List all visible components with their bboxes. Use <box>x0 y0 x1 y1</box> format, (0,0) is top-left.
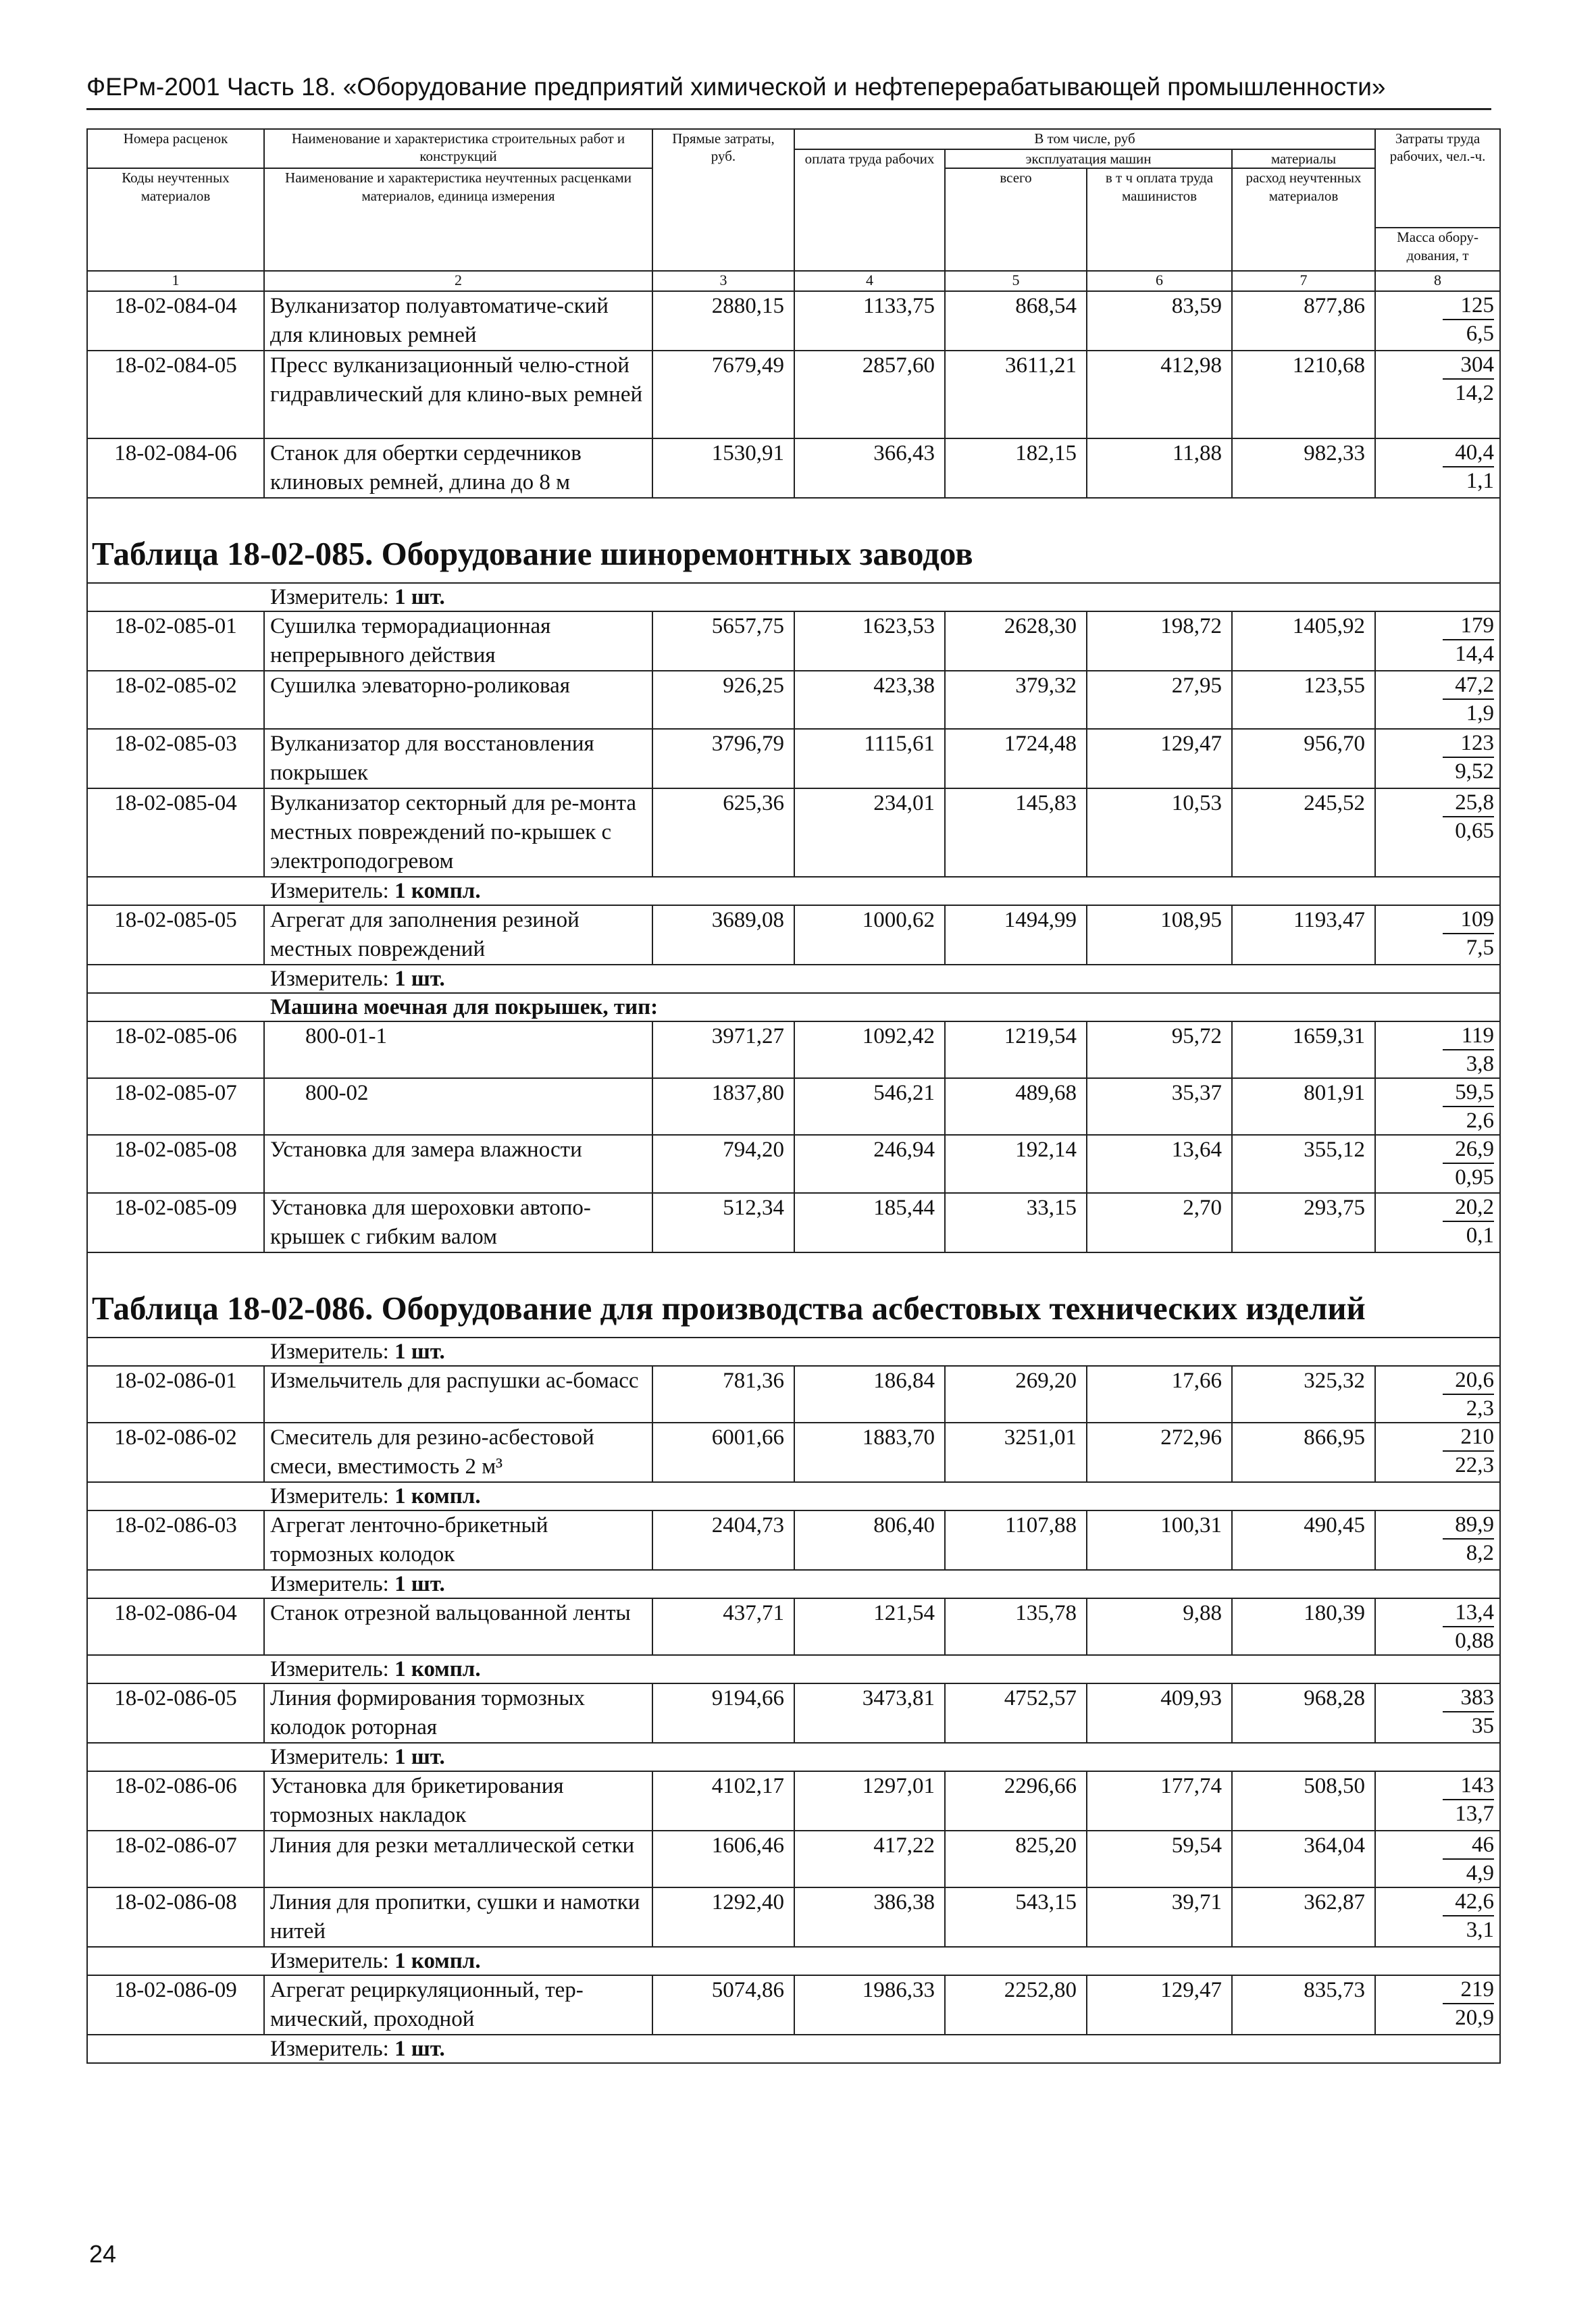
labor-and-mass <box>1375 438 1500 498</box>
labor-pay: 234,01 <box>794 788 945 877</box>
machine-costs: 379,32 <box>945 671 1087 729</box>
machine-costs: 135,78 <box>945 1598 1087 1655</box>
direct-costs: 5074,86 <box>652 1975 794 2035</box>
rate-code: 18-02-085-02 <box>87 671 264 729</box>
direct-costs: 3796,79 <box>652 729 794 788</box>
rate-row <box>87 351 1500 438</box>
col-number-4: 4 <box>794 271 945 291</box>
machine-costs: 543,15 <box>945 1887 1087 1947</box>
work-name: 800-02 <box>264 1078 652 1135</box>
labor-costs: 219 <box>1443 1976 1494 2004</box>
work-name: Вулканизатор для восстановления покрышек <box>264 729 652 788</box>
labor-and-mass <box>1375 1366 1500 1423</box>
equipment-mass: 0,65 <box>1455 819 1495 844</box>
machine-costs: 145,83 <box>945 788 1087 877</box>
labor-costs: 123 <box>1443 730 1494 758</box>
rate-code: 18-02-085-03 <box>87 729 264 788</box>
material-costs: 968,28 <box>1232 1683 1375 1743</box>
equipment-mass: 2,6 <box>1466 1109 1495 1134</box>
rate-row <box>87 1887 1500 1947</box>
labor-costs: 383 <box>1443 1684 1494 1712</box>
work-name: Линия формирования тормозных колодок роторная <box>264 1683 652 1743</box>
labor-costs: 89,9 <box>1443 1511 1494 1540</box>
machine-costs: 2252,80 <box>945 1975 1087 2035</box>
rate-code: 18-02-086-01 <box>87 1366 264 1423</box>
rate-code: 18-02-086-09 <box>87 1975 264 2035</box>
operator-pay: 272,96 <box>1087 1423 1232 1482</box>
direct-costs: 512,34 <box>652 1193 794 1252</box>
rate-row <box>87 671 1500 729</box>
labor-pay: 2857,60 <box>794 351 945 438</box>
labor-pay: 423,38 <box>794 671 945 729</box>
col-header-materials: материалы <box>1232 149 1375 168</box>
rate-code: 18-02-086-04 <box>87 1598 264 1655</box>
rate-code: 18-02-085-07 <box>87 1078 264 1135</box>
rate-code: 18-02-086-06 <box>87 1771 264 1831</box>
equipment-mass: 7,5 <box>1466 936 1495 961</box>
equipment-mass: 8,2 <box>1466 1541 1495 1566</box>
col-number-2: 2 <box>264 271 652 291</box>
operator-pay: 177,74 <box>1087 1771 1232 1831</box>
col-header-unaccounted-names: Наименование и характеристика неучтенных расценками материалов, единица измерения <box>264 168 652 271</box>
machine-costs: 1219,54 <box>945 1021 1087 1078</box>
subheading: Машина моечная для покрышек, тип: <box>270 995 659 1020</box>
operator-pay: 59,54 <box>1087 1831 1232 1887</box>
col-number-8: 8 <box>1375 271 1500 291</box>
labor-pay: 546,21 <box>794 1078 945 1135</box>
direct-costs: 2880,15 <box>652 291 794 351</box>
equipment-mass: 20,9 <box>1455 2006 1495 2031</box>
rate-row <box>87 1771 1500 1831</box>
labor-pay: 185,44 <box>794 1193 945 1252</box>
col-header-operators-pay: в т ч оплата труда машинистов <box>1087 168 1232 271</box>
measure-label: Измеритель: <box>270 1745 389 1770</box>
measure-unit: 1 шт. <box>394 967 445 992</box>
material-costs: 245,52 <box>1232 788 1375 877</box>
equipment-mass: 3,1 <box>1466 1918 1495 1943</box>
subheading-row <box>87 993 1500 1021</box>
measure-row <box>87 583 1500 611</box>
equipment-mass: 3,8 <box>1466 1052 1495 1077</box>
machine-costs: 489,68 <box>945 1078 1087 1135</box>
labor-costs: 119 <box>1443 1022 1494 1050</box>
rate-row <box>87 1193 1500 1252</box>
work-name: Пресс вулканизационный челю-стной гидравлический для клино-вых ремней <box>264 351 652 438</box>
labor-pay: 3473,81 <box>794 1683 945 1743</box>
measure-row <box>87 1570 1500 1598</box>
machine-costs: 868,54 <box>945 291 1087 351</box>
rate-row <box>87 1423 1500 1482</box>
rate-row <box>87 1975 1500 2035</box>
labor-costs: 13,4 <box>1443 1599 1494 1627</box>
labor-and-mass <box>1375 905 1500 965</box>
rate-code: 18-02-085-09 <box>87 1193 264 1252</box>
direct-costs: 2404,73 <box>652 1510 794 1570</box>
col-number-5: 5 <box>945 271 1087 291</box>
table-title: Таблица 18-02-086. Оборудование для производства асбестовых технических изделий <box>87 1252 1500 1338</box>
machine-costs: 33,15 <box>945 1193 1087 1252</box>
equipment-mass: 9,52 <box>1455 759 1495 784</box>
direct-costs: 9194,66 <box>652 1683 794 1743</box>
material-costs: 364,04 <box>1232 1831 1375 1887</box>
material-costs: 956,70 <box>1232 729 1375 788</box>
material-costs: 508,50 <box>1232 1771 1375 1831</box>
page-header: ФЕРм-2001 Часть 18. «Оборудование предприятий химической и нефтеперерабатывающей промышленности» <box>86 73 1386 101</box>
labor-and-mass <box>1375 1831 1500 1887</box>
col-header-labor-costs: Затраты труда рабочих, чел.-ч. <box>1375 129 1500 228</box>
measure-row <box>87 1947 1500 1975</box>
operator-pay: 39,71 <box>1087 1887 1232 1947</box>
labor-and-mass <box>1375 1598 1500 1655</box>
material-costs: 123,55 <box>1232 671 1375 729</box>
col-header-equipment-mass: Масса обору-дования, т <box>1375 228 1500 271</box>
equipment-mass: 6,5 <box>1466 322 1495 347</box>
measure-unit: 1 шт. <box>394 2037 445 2062</box>
direct-costs: 1606,46 <box>652 1831 794 1887</box>
labor-pay: 417,22 <box>794 1831 945 1887</box>
operator-pay: 10,53 <box>1087 788 1232 877</box>
col-number-1: 1 <box>87 271 264 291</box>
rate-code: 18-02-086-07 <box>87 1831 264 1887</box>
machine-costs: 1724,48 <box>945 729 1087 788</box>
col-header-direct-costs: Прямые затраты, руб. <box>652 129 794 271</box>
measure-label: Измеритель: <box>270 585 389 610</box>
operator-pay: 198,72 <box>1087 611 1232 671</box>
labor-and-mass <box>1375 1771 1500 1831</box>
labor-costs: 210 <box>1443 1423 1494 1452</box>
operator-pay: 35,37 <box>1087 1078 1232 1135</box>
rate-row <box>87 1135 1500 1193</box>
operator-pay: 13,64 <box>1087 1135 1232 1193</box>
material-costs: 362,87 <box>1232 1887 1375 1947</box>
operator-pay: 83,59 <box>1087 291 1232 351</box>
measure-row <box>87 2035 1500 2063</box>
direct-costs: 437,71 <box>652 1598 794 1655</box>
col-header-machine-operation: эксплуатация машин <box>945 149 1232 168</box>
rate-row <box>87 788 1500 877</box>
direct-costs: 7679,49 <box>652 351 794 438</box>
col-number-7: 7 <box>1232 271 1375 291</box>
work-name: Агрегат для заполнения резиной местных повреждений <box>264 905 652 965</box>
equipment-mass: 1,1 <box>1466 469 1495 494</box>
col-header-machines-total: всего <box>945 168 1087 271</box>
machine-costs: 3251,01 <box>945 1423 1087 1482</box>
labor-pay: 186,84 <box>794 1366 945 1423</box>
rate-code: 18-02-084-05 <box>87 351 264 438</box>
measure-label: Измеритель: <box>270 1572 389 1597</box>
work-name: Станок отрезной вальцованной ленты <box>264 1598 652 1655</box>
labor-pay: 1133,75 <box>794 291 945 351</box>
rate-row <box>87 1021 1500 1078</box>
operator-pay: 11,88 <box>1087 438 1232 498</box>
direct-costs: 1530,91 <box>652 438 794 498</box>
rate-row <box>87 905 1500 965</box>
equipment-mass: 14,4 <box>1455 642 1495 667</box>
labor-costs: 25,8 <box>1443 789 1494 817</box>
labor-costs: 179 <box>1443 612 1494 640</box>
operator-pay: 409,93 <box>1087 1683 1232 1743</box>
col-number-3: 3 <box>652 271 794 291</box>
col-header-labor-pay: оплата труда рабочих <box>794 149 945 271</box>
labor-and-mass <box>1375 1887 1500 1947</box>
equipment-mass: 0,88 <box>1455 1629 1495 1654</box>
labor-and-mass <box>1375 1510 1500 1570</box>
rate-row <box>87 1598 1500 1655</box>
rate-code: 18-02-086-05 <box>87 1683 264 1743</box>
rate-code: 18-02-085-06 <box>87 1021 264 1078</box>
measure-unit: 1 шт. <box>394 585 445 610</box>
work-name: Агрегат рециркуляционный, тер-мический, проходной <box>264 1975 652 2035</box>
work-name: Установка для шероховки автопо-крышек с гибким валом <box>264 1193 652 1252</box>
col-number-6: 6 <box>1087 271 1232 291</box>
table-title-row <box>87 1252 1500 1338</box>
measure-unit: 1 компл. <box>394 1949 481 1974</box>
rate-row <box>87 611 1500 671</box>
measure-unit: 1 компл. <box>394 879 481 904</box>
col-header-unaccounted-codes: Коды неучтенных материалов <box>87 168 264 271</box>
work-name: Измельчитель для распушки ас-бомасс <box>264 1366 652 1423</box>
rate-row <box>87 729 1500 788</box>
labor-costs: 109 <box>1443 906 1494 934</box>
labor-and-mass <box>1375 671 1500 729</box>
labor-pay: 1092,42 <box>794 1021 945 1078</box>
labor-and-mass <box>1375 351 1500 438</box>
material-costs: 1405,92 <box>1232 611 1375 671</box>
material-costs: 866,95 <box>1232 1423 1375 1482</box>
measure-label: Измеритель: <box>270 967 389 992</box>
material-costs: 490,45 <box>1232 1510 1375 1570</box>
material-costs: 1210,68 <box>1232 351 1375 438</box>
measure-row <box>87 1743 1500 1771</box>
work-name: Линия для резки металлической сетки <box>264 1831 652 1887</box>
rate-row <box>87 1078 1500 1135</box>
rate-code: 18-02-086-08 <box>87 1887 264 1947</box>
machine-costs: 182,15 <box>945 438 1087 498</box>
material-costs: 1193,47 <box>1232 905 1375 965</box>
labor-costs: 46 <box>1443 1831 1494 1860</box>
labor-costs: 20,6 <box>1443 1367 1494 1395</box>
rate-row <box>87 438 1500 498</box>
operator-pay: 2,70 <box>1087 1193 1232 1252</box>
direct-costs: 3971,27 <box>652 1021 794 1078</box>
header-rule <box>86 108 1491 110</box>
work-name: Вулканизатор полуавтоматиче-ский для клиновых ремней <box>264 291 652 351</box>
operator-pay: 9,88 <box>1087 1598 1232 1655</box>
measure-unit: 1 шт. <box>394 1745 445 1770</box>
direct-costs: 3689,08 <box>652 905 794 965</box>
measure-unit: 1 шт. <box>394 1572 445 1597</box>
work-name: Смеситель для резино-асбестовой смеси, вместимость 2 м³ <box>264 1423 652 1482</box>
labor-costs: 42,6 <box>1443 1888 1494 1916</box>
measure-label: Измеритель: <box>270 1949 389 1974</box>
labor-and-mass <box>1375 1021 1500 1078</box>
labor-and-mass <box>1375 788 1500 877</box>
rate-row <box>87 1366 1500 1423</box>
equipment-mass: 2,3 <box>1466 1396 1495 1421</box>
direct-costs: 794,20 <box>652 1135 794 1193</box>
measure-unit: 1 шт. <box>394 1340 445 1365</box>
machine-costs: 4752,57 <box>945 1683 1087 1743</box>
operator-pay: 129,47 <box>1087 729 1232 788</box>
machine-costs: 192,14 <box>945 1135 1087 1193</box>
labor-costs: 59,5 <box>1443 1079 1494 1107</box>
work-name: Линия для пропитки, сушки и намотки нитей <box>264 1887 652 1947</box>
labor-pay: 1986,33 <box>794 1975 945 2035</box>
machine-costs: 2296,66 <box>945 1771 1087 1831</box>
labor-costs: 125 <box>1443 292 1494 320</box>
measure-row <box>87 1338 1500 1366</box>
page-number: 24 <box>89 2240 117 2268</box>
equipment-mass: 22,3 <box>1455 1453 1495 1478</box>
col-header-rates: Номера расценок <box>87 129 264 168</box>
labor-pay: 366,43 <box>794 438 945 498</box>
labor-and-mass <box>1375 1683 1500 1743</box>
labor-and-mass <box>1375 1135 1500 1193</box>
rate-code: 18-02-085-01 <box>87 611 264 671</box>
labor-and-mass <box>1375 1975 1500 2035</box>
col-header-work-name: Наименование и характеристика строительных работ и конструкций <box>264 129 652 168</box>
material-costs: 982,33 <box>1232 438 1375 498</box>
material-costs: 293,75 <box>1232 1193 1375 1252</box>
rate-row <box>87 291 1500 351</box>
col-header-including: В том числе, руб <box>794 129 1375 149</box>
rate-code: 18-02-086-02 <box>87 1423 264 1482</box>
labor-costs: 47,2 <box>1443 671 1494 700</box>
labor-and-mass <box>1375 1423 1500 1482</box>
rate-code: 18-02-084-06 <box>87 438 264 498</box>
rates-table <box>86 128 1501 2064</box>
operator-pay: 27,95 <box>1087 671 1232 729</box>
measure-row <box>87 877 1500 905</box>
work-name: Установка для брикетирования тормозных накладок <box>264 1771 652 1831</box>
labor-and-mass <box>1375 611 1500 671</box>
labor-pay: 1297,01 <box>794 1771 945 1831</box>
material-costs: 801,91 <box>1232 1078 1375 1135</box>
measure-row <box>87 1482 1500 1510</box>
labor-costs: 304 <box>1443 351 1494 380</box>
direct-costs: 6001,66 <box>652 1423 794 1482</box>
labor-pay: 1623,53 <box>794 611 945 671</box>
measure-unit: 1 компл. <box>394 1657 481 1682</box>
labor-costs: 20,2 <box>1443 1194 1494 1222</box>
work-name: Вулканизатор секторный для ре-монта местных повреждений по-крышек с электроподогревом <box>264 788 652 877</box>
labor-pay: 1883,70 <box>794 1423 945 1482</box>
direct-costs: 625,36 <box>652 788 794 877</box>
labor-pay: 806,40 <box>794 1510 945 1570</box>
measure-label: Измеритель: <box>270 1340 389 1365</box>
rate-code: 18-02-085-05 <box>87 905 264 965</box>
work-name: Агрегат ленточно-брикетный тормозных колодок <box>264 1510 652 1570</box>
labor-pay: 386,38 <box>794 1887 945 1947</box>
machine-costs: 1107,88 <box>945 1510 1087 1570</box>
operator-pay: 129,47 <box>1087 1975 1232 2035</box>
equipment-mass: 0,95 <box>1455 1165 1495 1190</box>
col-header-unaccounted-materials: расход неучтенных материалов <box>1232 168 1375 271</box>
direct-costs: 1837,80 <box>652 1078 794 1135</box>
equipment-mass: 4,9 <box>1466 1861 1495 1886</box>
rate-code: 18-02-085-04 <box>87 788 264 877</box>
labor-pay: 121,54 <box>794 1598 945 1655</box>
operator-pay: 412,98 <box>1087 351 1232 438</box>
operator-pay: 108,95 <box>1087 905 1232 965</box>
operator-pay: 100,31 <box>1087 1510 1232 1570</box>
labor-costs: 26,9 <box>1443 1136 1494 1164</box>
machine-costs: 3611,21 <box>945 351 1087 438</box>
work-name: Сушилка элеваторно-роликовая <box>264 671 652 729</box>
labor-pay: 1115,61 <box>794 729 945 788</box>
direct-costs: 926,25 <box>652 671 794 729</box>
machine-costs: 825,20 <box>945 1831 1087 1887</box>
material-costs: 877,86 <box>1232 291 1375 351</box>
work-name: Станок для обертки сердечников клиновых ремней, длина до 8 м <box>264 438 652 498</box>
material-costs: 835,73 <box>1232 1975 1375 2035</box>
material-costs: 180,39 <box>1232 1598 1375 1655</box>
measure-label: Измеритель: <box>270 2037 389 2062</box>
equipment-mass: 0,1 <box>1466 1223 1495 1248</box>
labor-costs: 40,4 <box>1443 439 1494 467</box>
labor-and-mass <box>1375 1193 1500 1252</box>
work-name: 800-01-1 <box>264 1021 652 1078</box>
operator-pay: 17,66 <box>1087 1366 1232 1423</box>
operator-pay: 95,72 <box>1087 1021 1232 1078</box>
machine-costs: 1494,99 <box>945 905 1087 965</box>
equipment-mass: 13,7 <box>1455 1802 1495 1827</box>
rate-code: 18-02-084-04 <box>87 291 264 351</box>
machine-costs: 269,20 <box>945 1366 1087 1423</box>
work-name: Сушилка терморадиационная непрерывного действия <box>264 611 652 671</box>
rate-row <box>87 1683 1500 1743</box>
labor-pay: 246,94 <box>794 1135 945 1193</box>
rate-row <box>87 1831 1500 1887</box>
equipment-mass: 35 <box>1472 1714 1495 1739</box>
measure-label: Измеритель: <box>270 1657 389 1682</box>
material-costs: 1659,31 <box>1232 1021 1375 1078</box>
direct-costs: 5657,75 <box>652 611 794 671</box>
material-costs: 355,12 <box>1232 1135 1375 1193</box>
rate-code: 18-02-086-03 <box>87 1510 264 1570</box>
labor-and-mass <box>1375 1078 1500 1135</box>
rate-code: 18-02-085-08 <box>87 1135 264 1193</box>
measure-row <box>87 965 1500 993</box>
measure-label: Измеритель: <box>270 879 389 904</box>
equipment-mass: 14,2 <box>1455 381 1495 406</box>
table-title-row <box>87 498 1500 583</box>
machine-costs: 2628,30 <box>945 611 1087 671</box>
measure-label: Измеритель: <box>270 1484 389 1509</box>
work-name: Установка для замера влажности <box>264 1135 652 1193</box>
table-title: Таблица 18-02-085. Оборудование шиноремонтных заводов <box>87 498 1500 583</box>
direct-costs: 1292,40 <box>652 1887 794 1947</box>
labor-pay: 1000,62 <box>794 905 945 965</box>
measure-row <box>87 1655 1500 1683</box>
equipment-mass: 1,9 <box>1466 701 1495 726</box>
direct-costs: 781,36 <box>652 1366 794 1423</box>
measure-unit: 1 компл. <box>394 1484 481 1509</box>
material-costs: 325,32 <box>1232 1366 1375 1423</box>
labor-and-mass <box>1375 729 1500 788</box>
labor-and-mass <box>1375 291 1500 351</box>
rate-row <box>87 1510 1500 1570</box>
direct-costs: 4102,17 <box>652 1771 794 1831</box>
labor-costs: 143 <box>1443 1772 1494 1800</box>
